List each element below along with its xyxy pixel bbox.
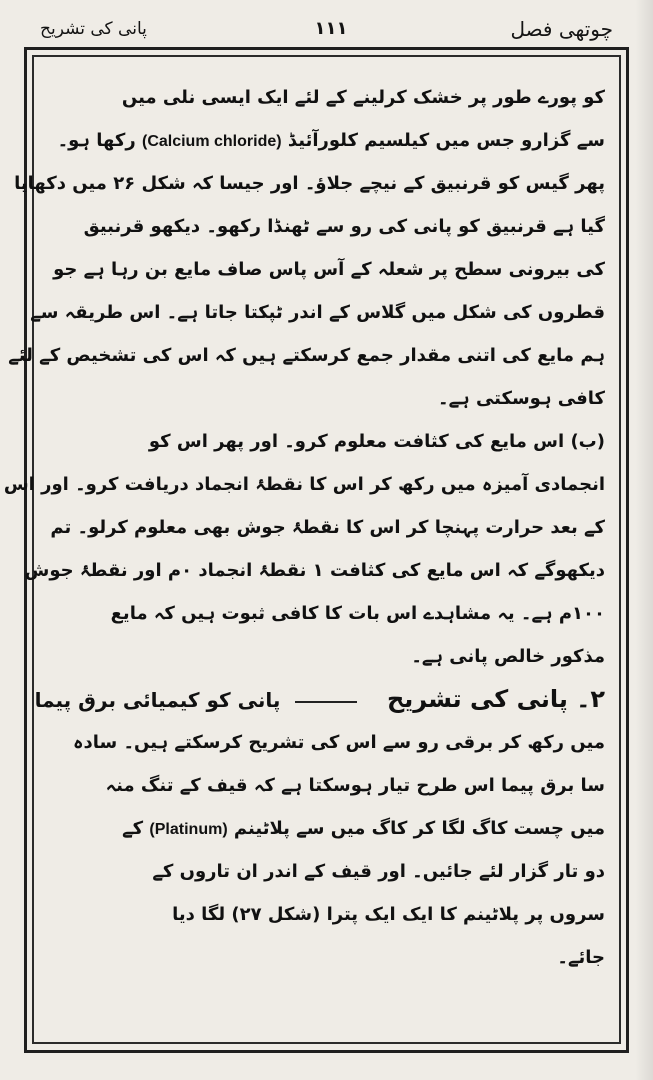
text-line (48, 248, 605, 291)
text-line (14, 162, 605, 205)
line-text: میں رکھ کر برقی رو سے اس کی تشریح کرسکتے ہیں۔ سادہ (72, 732, 605, 753)
line-text: قطروں کی شکل میں گلاس کے اندر ٹپکتا جاتا ہے۔ اس طریقہ سے (30, 302, 605, 323)
latin-term: (Calcium chloride) (141, 133, 282, 150)
line-text: جائے۔ (557, 947, 605, 968)
line-text: کو پورے طور پر خشک کرلینے کے لئے ایک ایسی نلی میں (121, 87, 605, 108)
line-text: میں چست کاگ لگا کر کاگ میں سے پلاٹینم (233, 818, 605, 839)
line-text: کی بیرونی سطح پر شعلہ کے آس پاس صاف مایع بن رہا ہے جو (53, 259, 605, 280)
section-heading: ۲۔ پانی کی تشریح (386, 685, 605, 713)
line-text: کے (122, 818, 144, 839)
line-text: دیکھوگے کہ اس مایع کی کثافت ۱ نقطۂ انجماد ۰م اور نقطۂ جوش (24, 560, 605, 581)
text-line (48, 205, 605, 248)
text-line (48, 764, 605, 807)
line-text: دو تار گزار لئے جائیں۔ اور قیف کے اندر ان تاروں کے (152, 861, 605, 882)
text-line (48, 592, 605, 635)
text-line (48, 377, 605, 420)
text-line (48, 721, 605, 764)
line-text: ہم مایع کی اتنی مقدار جمع کرسکتے ہیں کہ اس کی تشخیص کے لئے (8, 345, 605, 366)
line-text: رکھا ہو۔ (57, 130, 136, 151)
text-line (24, 549, 605, 592)
text-line (48, 76, 605, 119)
heading-dash (295, 701, 357, 703)
text-line (48, 936, 605, 979)
line-text: ۱۰۰م ہے۔ یہ مشاہدے اس بات کا کافی ثبوت ہیں کہ مایع (110, 603, 605, 624)
text-line (48, 506, 605, 549)
text-line (48, 420, 605, 463)
section-heading-line (34, 678, 605, 721)
text-line (48, 893, 605, 936)
line-text: پانی کو کیمیائی برق پیما (34, 688, 281, 712)
line-text: سروں پر پلاٹینم کا ایک ایک پترا (شکل ۲۷) لگا دیا (172, 904, 605, 925)
text-line (48, 119, 605, 162)
running-header-title: پانی کی تشریح (40, 19, 147, 39)
text-line (48, 635, 605, 678)
line-text: (ب) اس مایع کی کثافت معلوم کرو۔ اور پھر اس کو (148, 431, 605, 452)
latin-term: (Platinum) (149, 821, 228, 838)
text-line (48, 807, 605, 850)
main-text-block (3, 76, 605, 979)
text-line (48, 850, 605, 893)
chapter-heading: چوتھی فصل (510, 17, 613, 41)
line-text: کافی ہوسکتی ہے۔ (438, 388, 605, 409)
page-number: ۱۱۱ (314, 18, 348, 39)
text-line (30, 291, 605, 334)
line-text: انجمادی آمیزہ میں رکھ کر اس کا نقطۂ انجماد دریافت کرو۔ اور اس (3, 474, 605, 495)
line-text: سا برق پیما اس طرح تیار ہوسکتا ہے کہ قیف کے تنگ منہ (105, 775, 605, 796)
page-edge-shadow (635, 0, 653, 1080)
line-text: مذکور خالص پانی ہے۔ (411, 646, 605, 667)
line-text: گیا ہے قرنبیق کو پانی کی رو سے ٹھنڈا رکھو۔ دیکھو قرنبیق (83, 216, 605, 237)
line-text: کے بعد حرارت پہنچا کر اس کا نقطۂ جوش بھی معلوم کرلو۔ تم (50, 517, 605, 538)
text-line (3, 463, 605, 506)
text-line (8, 334, 605, 377)
line-text: پھر گیس کو قرنبیق کے نیچے جلاؤ۔ اور جیسا کہ شکل ۲۶ میں دکھایا (14, 173, 605, 194)
line-text: سے گزارو جس میں کیلسیم کلورآئیڈ (287, 130, 605, 151)
